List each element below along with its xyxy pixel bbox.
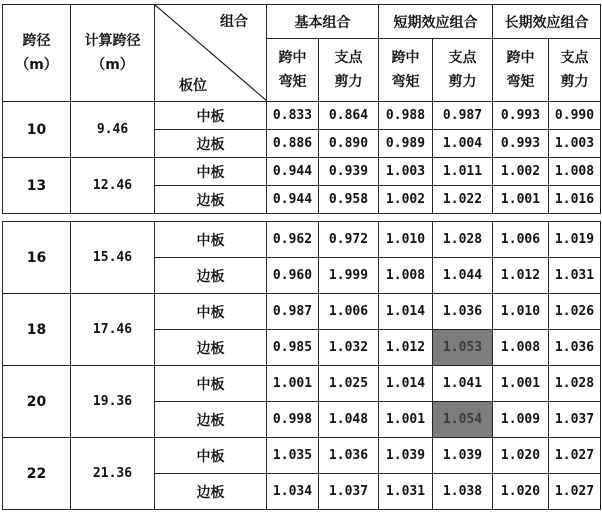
value-cell: 1.034 [267,474,319,510]
slab-position-cell: 中板 [155,222,267,258]
calc-span-cell: 21.36 [71,438,155,510]
span-cell: 18 [3,294,71,366]
slab-position-cell: 边板 [155,474,267,510]
slab-position-cell: 边板 [155,258,267,294]
value-cell: 1.037 [549,402,601,438]
value-cell: 1.028 [549,366,601,402]
value-cell: 1.031 [379,474,433,510]
span-cell: 22 [3,438,71,510]
value-cell: 1.003 [549,130,601,158]
value-cell: 0.833 [267,102,319,130]
slab-position-cell: 中板 [155,294,267,330]
group-header-long-term: 长期效应组合 [493,5,601,39]
value-cell: 1.025 [319,366,379,402]
value-cell: 1.036 [433,294,493,330]
value-cell: 0.993 [493,130,549,158]
value-cell: 1.019 [549,222,601,258]
value-cell: 0.886 [267,130,319,158]
value-cell: 1.009 [493,402,549,438]
value-cell: 1.006 [319,294,379,330]
sub-header-shear: 支点 剪力 [549,39,601,102]
diagonal-header-cell [155,5,267,102]
value-cell: 1.001 [379,402,433,438]
value-cell: 1.022 [433,186,493,214]
table-row [3,294,601,330]
sub-header-shear: 支点 剪力 [319,39,379,102]
table-row [3,102,601,130]
value-cell-highlighted: 1.054 [433,402,493,438]
value-cell: 1.032 [319,330,379,366]
value-cell: 0.993 [493,102,549,130]
value-cell: 1.010 [493,294,549,330]
combination-label: 组合 [220,14,248,30]
value-cell: 1.041 [433,366,493,402]
value-cell: 1.039 [379,438,433,474]
value-cell: 1.008 [549,158,601,186]
slab-position-cell: 中板 [155,366,267,402]
diagonal-line [155,5,267,101]
value-cell: 0.990 [549,102,601,130]
value-cell-highlighted: 1.053 [433,330,493,366]
value-cell: 1.020 [493,474,549,510]
header-row-1 [3,5,601,39]
value-cell: 1.010 [379,222,433,258]
value-cell: 0.987 [433,102,493,130]
value-cell: 1.008 [493,330,549,366]
value-cell: 0.987 [267,294,319,330]
value-cell: 0.985 [267,330,319,366]
value-cell: 0.972 [319,222,379,258]
section-gap-cell [3,214,601,222]
value-cell: 1.038 [433,474,493,510]
slab-position-label: 板位 [179,78,207,94]
value-cell: 1.014 [379,294,433,330]
value-cell: 1.011 [433,158,493,186]
value-cell: 1.004 [433,130,493,158]
slab-position-cell: 边板 [155,130,267,158]
value-cell: 1.003 [379,158,433,186]
value-cell: 1.999 [319,258,379,294]
value-cell: 0.944 [267,186,319,214]
value-cell: 1.035 [267,438,319,474]
value-cell: 0.988 [379,102,433,130]
sub-header-moment: 跨中 弯矩 [379,39,433,102]
value-cell: 1.036 [319,438,379,474]
section-gap [3,214,601,222]
sub-header-moment: 跨中 弯矩 [267,39,319,102]
calc-span-cell: 15.46 [71,222,155,294]
slab-position-cell: 边板 [155,402,267,438]
calc-span-header: 计算跨径 （m） [71,5,155,102]
span-header: 跨径 （m） [3,5,71,102]
value-cell: 1.027 [549,474,601,510]
value-cell: 1.001 [493,186,549,214]
table-row [3,438,601,474]
value-cell: 1.044 [433,258,493,294]
span-cell: 13 [3,158,71,214]
slab-position-cell: 中板 [155,438,267,474]
value-cell: 1.037 [319,474,379,510]
slab-position-cell: 中板 [155,102,267,130]
calc-span-cell: 17.46 [71,294,155,366]
value-cell: 1.020 [493,438,549,474]
value-cell: 0.962 [267,222,319,258]
value-cell: 0.890 [319,130,379,158]
value-cell: 0.998 [267,402,319,438]
table-row [3,222,601,258]
value-cell: 1.002 [379,186,433,214]
value-cell: 1.002 [493,158,549,186]
value-cell: 1.028 [433,222,493,258]
value-cell: 1.012 [493,258,549,294]
table-row [3,158,601,186]
value-cell: 1.031 [549,258,601,294]
slab-position-cell: 边板 [155,330,267,366]
group-header-short-term: 短期效应组合 [379,5,493,39]
value-cell: 0.958 [319,186,379,214]
value-cell: 0.939 [319,158,379,186]
value-cell: 1.008 [379,258,433,294]
group-header-basic: 基本组合 [267,5,379,39]
slab-position-cell: 中板 [155,158,267,186]
calc-span-cell: 19.36 [71,366,155,438]
value-cell: 1.039 [433,438,493,474]
value-cell: 1.048 [319,402,379,438]
sub-header-moment: 跨中 弯矩 [493,39,549,102]
value-cell: 1.036 [549,330,601,366]
value-cell: 1.027 [549,438,601,474]
value-cell: 1.001 [267,366,319,402]
span-cell: 10 [3,102,71,158]
span-cell: 20 [3,366,71,438]
value-cell: 0.989 [379,130,433,158]
sub-header-shear: 支点 剪力 [433,39,493,102]
slab-position-cell: 边板 [155,186,267,214]
calc-span-cell: 12.46 [71,158,155,214]
value-cell: 1.001 [493,366,549,402]
value-cell: 0.960 [267,258,319,294]
table-row [3,366,601,402]
value-cell: 1.016 [549,186,601,214]
value-cell: 0.864 [319,102,379,130]
ratio-table [2,4,601,510]
span-cell: 16 [3,222,71,294]
calc-span-cell: 9.46 [71,102,155,158]
value-cell: 1.026 [549,294,601,330]
value-cell: 1.014 [379,366,433,402]
value-cell: 0.944 [267,158,319,186]
value-cell: 1.006 [493,222,549,258]
value-cell: 1.012 [379,330,433,366]
